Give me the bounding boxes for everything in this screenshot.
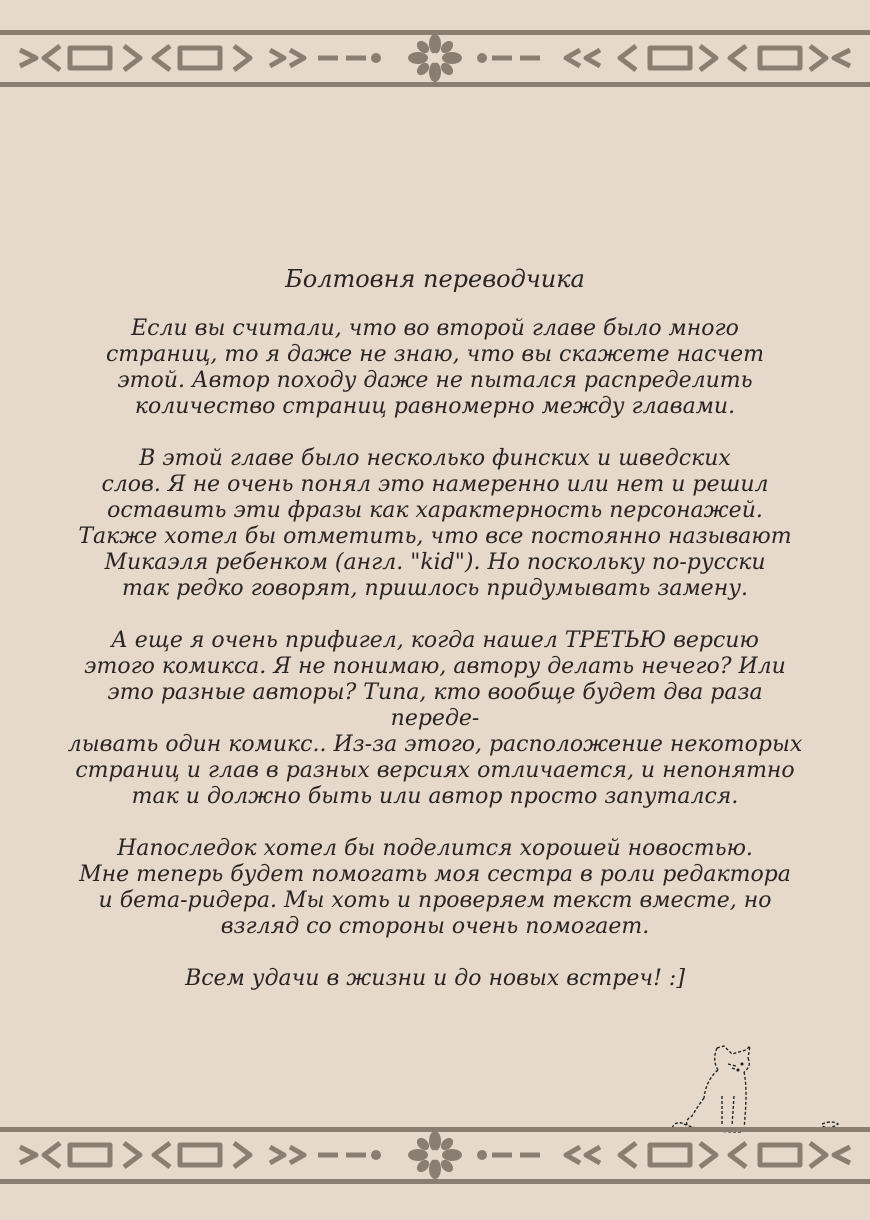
paragraph-3: А еще я очень прифигел, когда нашел ТРЕТЬЮ версию этого комикса. Я не понимаю, автору делать нечего? Или это разные авторы? Типа, кто вообще будет два раза переде- лывать один комикс.. Из-за этого, расположение некоторых страниц и глав в разных версиях отличается, и непонятно так и должно быть или автор просто запутался.	[67, 628, 803, 809]
paragraph-4: Напоследок хотел бы поделится хорошей новостью. Мне теперь будет помогать моя сестра в роли редактора и бета-ридера. Мы хоть и проверяем текст вместе, но взгляд со стороны очень помогает.	[79, 836, 791, 939]
bottom-ornamental-border	[0, 1125, 870, 1189]
translator-note	[60, 262, 810, 1018]
paragraph-5: Всем удачи в жизни и до новых встреч! :]	[185, 966, 685, 991]
paragraph-1: Если вы считали, что во второй главе было много страниц, то я даже не знаю, что вы скажете насчет этой. Автор походу даже не пытался распределить количество страниц равномерно между главами.	[105, 316, 765, 419]
page-title: Болтовня переводчика	[285, 265, 585, 293]
top-ornamental-border	[0, 28, 870, 92]
paragraph-2: В этой главе было несколько финских и шведских слов. Я не очень понял это намеренно или нет и решил оставить эти фразы как характерность персонажей. Также хотел бы отметить, что все постоянно называют Микаэля ребенком (англ. "kid"). Но поскольку по-русски так редко говорят, пришлось придумывать замену.	[78, 446, 792, 601]
